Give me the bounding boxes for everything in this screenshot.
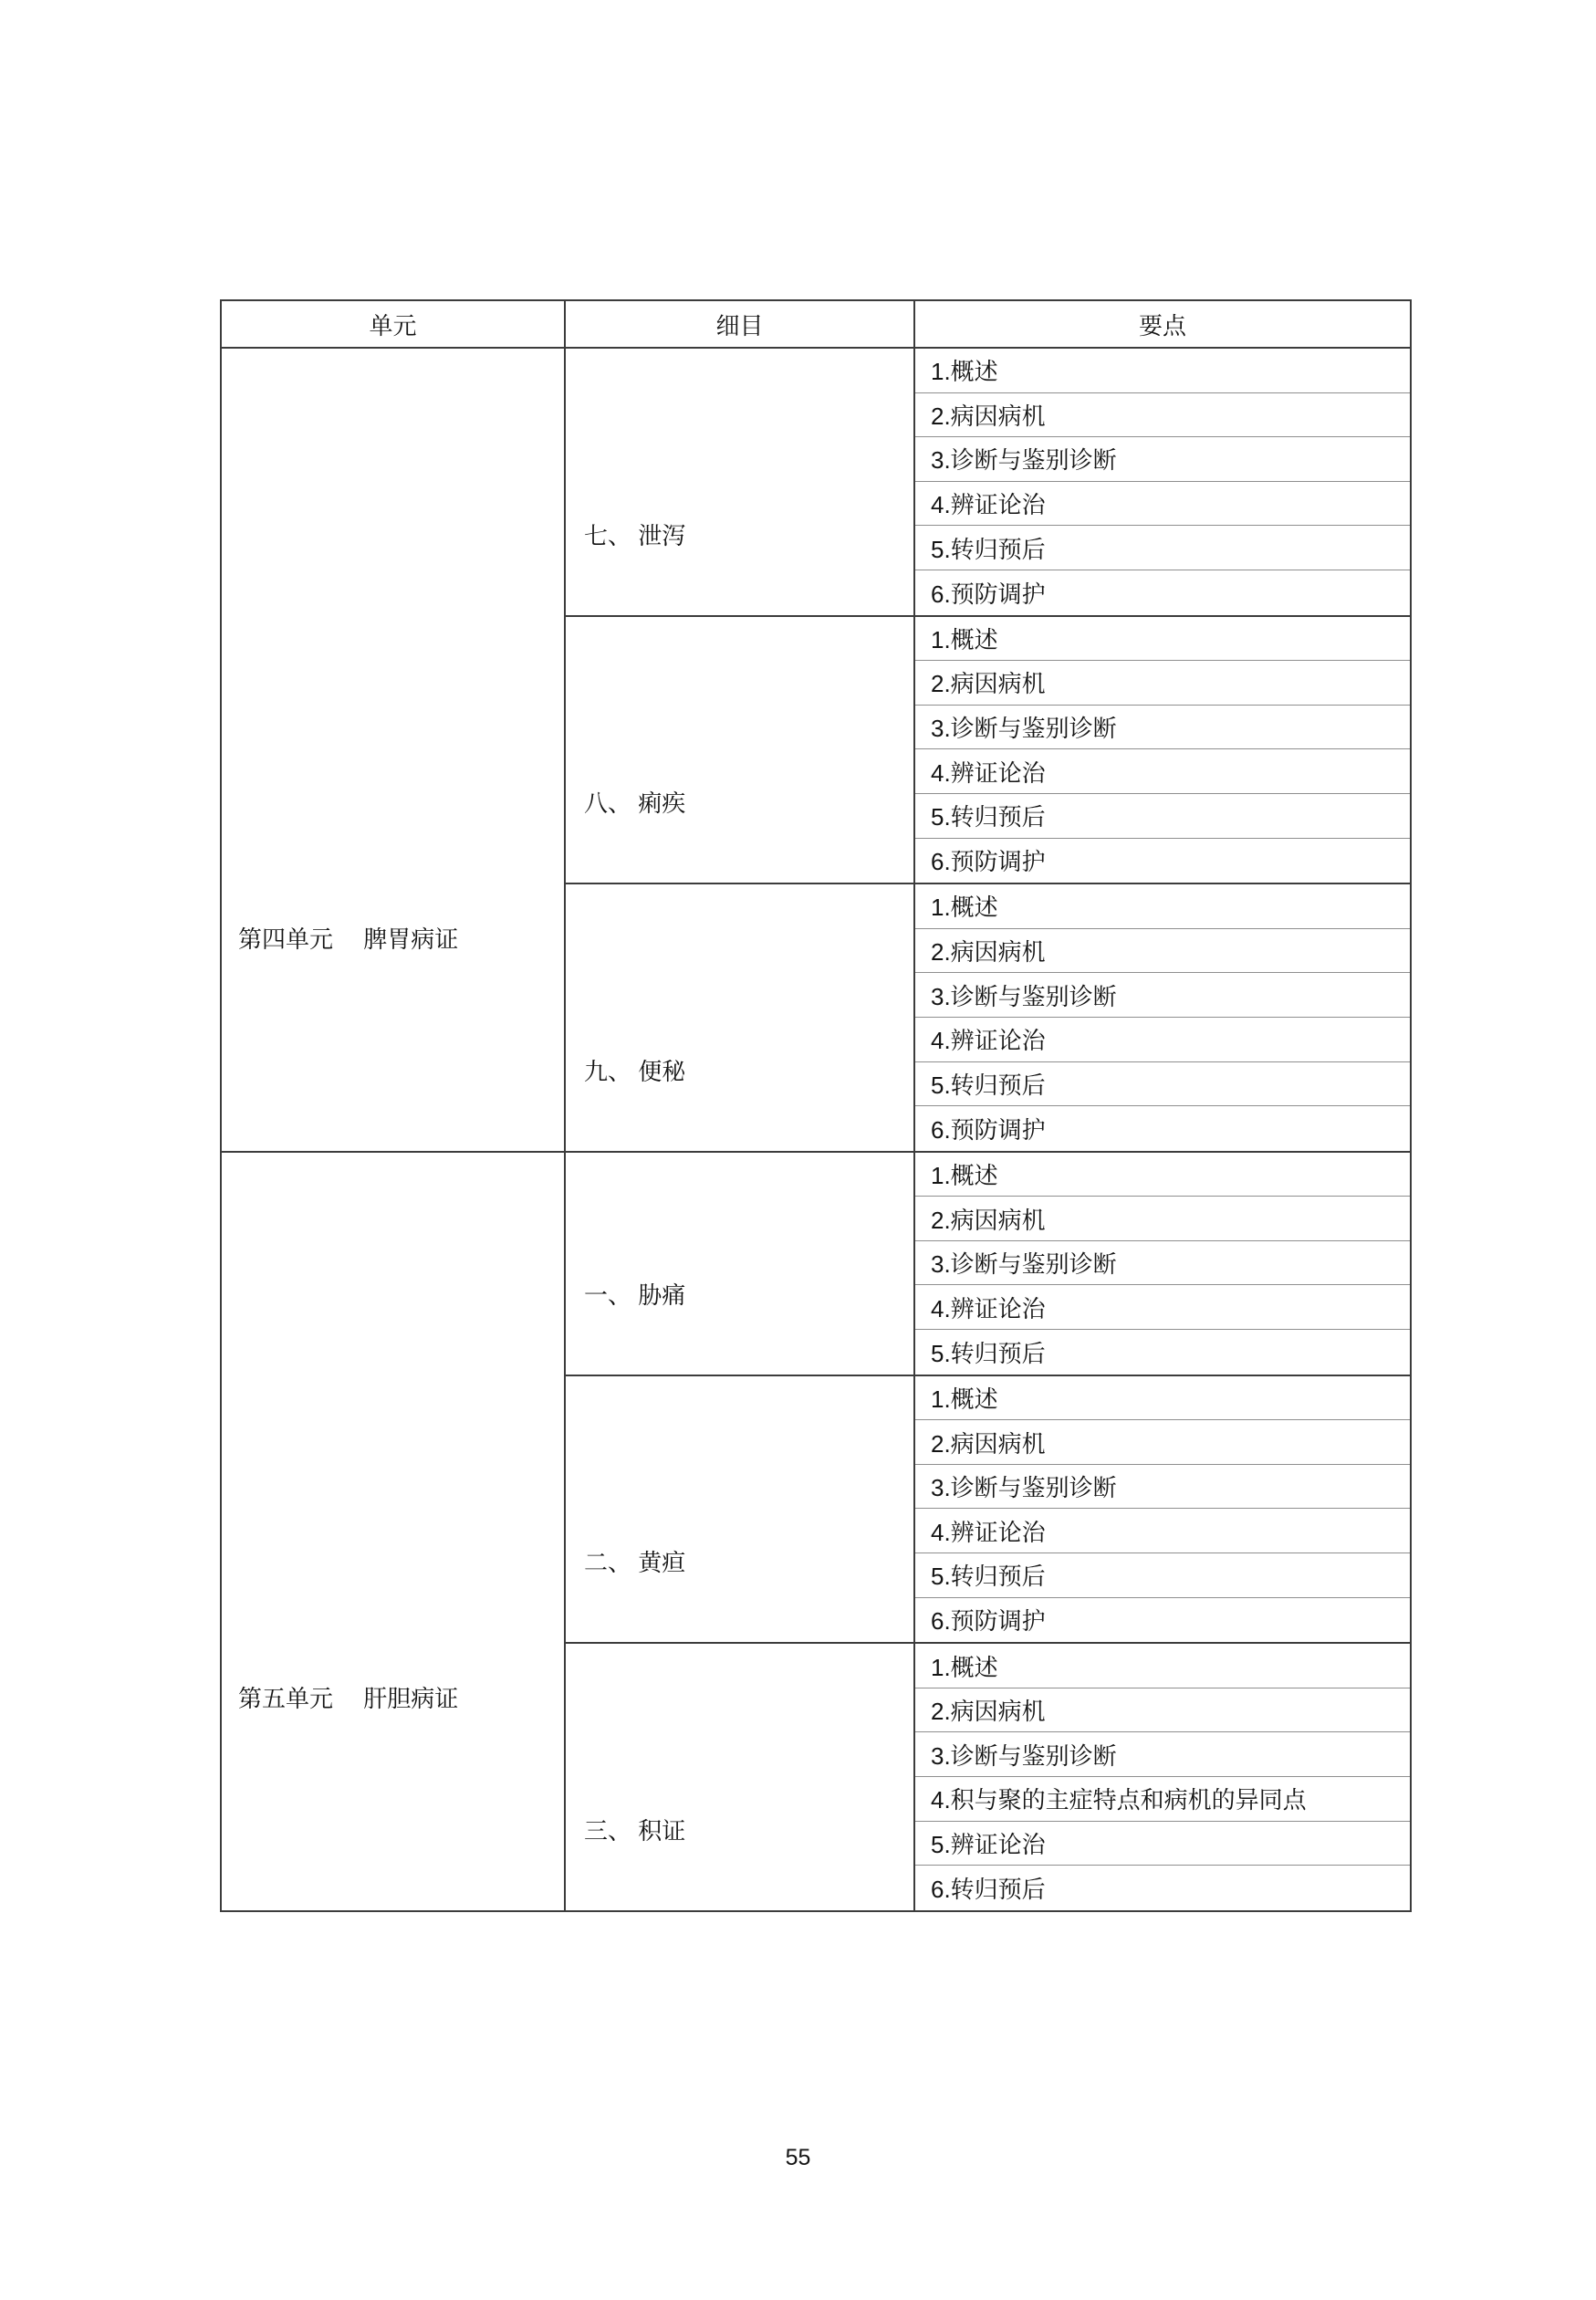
point-cell: 5.转归预后 xyxy=(915,794,1410,839)
point-cell: 2.病因病机 xyxy=(915,1420,1410,1465)
point-cell: 5.转归预后 xyxy=(915,526,1410,570)
point-cell: 3.诊断与鉴别诊断 xyxy=(915,1241,1410,1286)
points-list xyxy=(915,1376,1410,1643)
unit-cell-4 xyxy=(222,349,566,1151)
point-cell: 2.病因病机 xyxy=(915,1688,1410,1733)
item-cell xyxy=(566,349,915,615)
point-cell: 3.诊断与鉴别诊断 xyxy=(915,437,1410,482)
point-cell: 1.概述 xyxy=(915,1153,1410,1197)
point-cell: 1.概述 xyxy=(915,884,1410,929)
item-label: 七、 泄泻 xyxy=(584,521,686,549)
item-label: 九、 便秘 xyxy=(584,1057,686,1085)
table-header-row xyxy=(222,301,1410,349)
unit-label: 第四单元 脾胃病证 xyxy=(238,925,459,953)
point-cell: 4.辨证论治 xyxy=(915,1018,1410,1062)
item-cell xyxy=(566,884,915,1151)
point-cell: 3.诊断与鉴别诊断 xyxy=(915,706,1410,750)
points-list xyxy=(915,1153,1410,1375)
point-cell: 4.辨证论治 xyxy=(915,1285,1410,1330)
point-cell: 6.预防调护 xyxy=(931,1607,1046,1636)
point-cell: 4.积与聚的主症特点和病机的异同点 xyxy=(915,1777,1410,1822)
points-list xyxy=(915,617,1410,883)
point-cell: 6.转归预后 xyxy=(931,1875,1046,1903)
points-list xyxy=(915,1644,1410,1910)
item-cell xyxy=(566,617,915,883)
item-cell xyxy=(566,1376,915,1643)
point-cell: 1.概述 xyxy=(915,1644,1410,1688)
point-cell: 5.转归预后 xyxy=(931,1339,1046,1367)
point-cell: 2.病因病机 xyxy=(915,393,1410,438)
point-cell: 2.病因病机 xyxy=(915,1197,1410,1241)
unit-cell-5 xyxy=(222,1153,566,1910)
item-cell xyxy=(566,1644,915,1910)
points-list xyxy=(915,884,1410,1151)
item-block-xiexie xyxy=(566,349,1410,617)
point-cell: 4.辨证论治 xyxy=(915,1509,1410,1553)
point-cell: 4.辨证论治 xyxy=(915,482,1410,527)
header-cell-points: 要点 xyxy=(1138,311,1186,340)
unit-items-5 xyxy=(566,1153,1410,1910)
item-block-xietong xyxy=(566,1153,1410,1376)
points-list xyxy=(915,349,1410,615)
point-cell: 6.预防调护 xyxy=(931,580,1046,608)
item-block-bianmi xyxy=(566,884,1410,1151)
point-cell: 3.诊断与鉴别诊断 xyxy=(915,973,1410,1018)
point-cell: 5.转归预后 xyxy=(915,1062,1410,1107)
point-cell: 6.预防调护 xyxy=(931,1115,1046,1144)
syllabus-table xyxy=(220,299,1412,1912)
item-block-huangdan xyxy=(566,1376,1410,1645)
item-label: 一、 胁痛 xyxy=(584,1281,686,1309)
unit-block-5 xyxy=(222,1153,1410,1910)
point-cell: 1.概述 xyxy=(915,617,1410,662)
item-label: 八、 痢疾 xyxy=(584,789,686,818)
unit-items-4 xyxy=(566,349,1410,1151)
unit-label: 第五单元 肝胆病证 xyxy=(238,1684,459,1712)
unit-block-4 xyxy=(222,349,1410,1153)
point-cell: 5.辨证论治 xyxy=(915,1822,1410,1866)
item-cell xyxy=(566,1153,915,1375)
point-cell: 5.转归预后 xyxy=(915,1553,1410,1598)
header-cell-unit: 单元 xyxy=(222,301,566,347)
point-cell: 2.病因病机 xyxy=(915,929,1410,974)
item-label: 三、 积证 xyxy=(584,1816,686,1845)
item-label: 二、 黄疸 xyxy=(584,1549,686,1577)
header-cell-item: 细目 xyxy=(566,301,915,347)
point-cell: 1.概述 xyxy=(915,349,1410,393)
point-cell: 1.概述 xyxy=(915,1376,1410,1421)
point-cell: 6.预防调护 xyxy=(931,848,1046,876)
item-block-jizheng xyxy=(566,1644,1410,1910)
point-cell: 4.辨证论治 xyxy=(915,749,1410,794)
point-cell: 2.病因病机 xyxy=(915,661,1410,706)
item-block-liji xyxy=(566,617,1410,885)
page-number: 55 xyxy=(785,2145,811,2170)
point-cell: 3.诊断与鉴别诊断 xyxy=(915,1465,1410,1510)
point-cell: 3.诊断与鉴别诊断 xyxy=(915,1732,1410,1777)
